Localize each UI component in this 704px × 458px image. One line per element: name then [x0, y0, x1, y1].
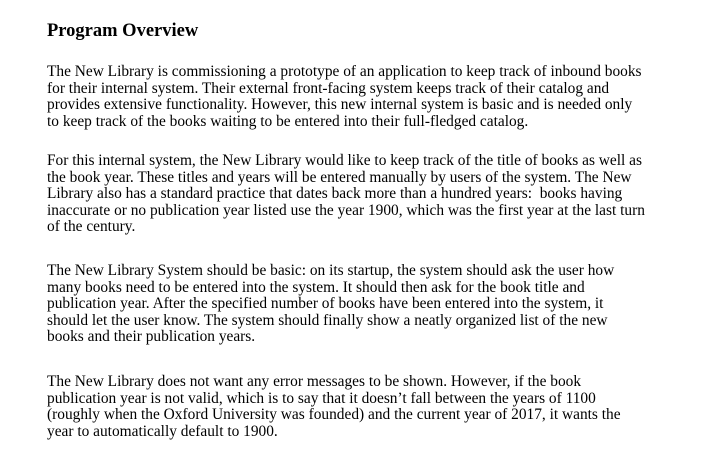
text-line: publication year is not valid, which is to say that it doesn’t fall between the years of 1100: [47, 389, 596, 407]
text-line: books and their publication years.: [47, 328, 256, 346]
paragraph-system-behavior: [47, 263, 614, 346]
text-line: The New Library is commissioning a prototype of an application to keep track of inbound books: [47, 63, 642, 80]
text-line: publication year. After the specified number of books have been entered into the system, it: [47, 295, 604, 313]
text-line: provides extensive functionality. However, this new internal system is basic and is needed only: [47, 96, 633, 114]
text-line: to keep track of the books waiting to be entered into their full-fledged catalog.: [47, 112, 529, 130]
page-title: Program Overview: [47, 21, 199, 41]
paragraph-validation: [47, 374, 621, 440]
text-line: year to automatically default to 1900.: [47, 422, 278, 440]
text-line: for their internal system. Their external front-facing system keeps track of their catalog and: [47, 79, 610, 97]
paragraph-intro: [47, 64, 642, 130]
text-line: (roughly when the Oxford University was founded) and the current year of 2017, it wants the: [47, 406, 621, 424]
text-line: should let the user know. The system should finally show a neatly organized list of the new: [47, 311, 608, 329]
text-line: inaccurate or no publication year listed use the year 1900, which was the first year at the last turn: [47, 201, 645, 219]
paragraph-internal-system: [47, 153, 645, 236]
text-line: The New Library System should be basic: on its startup, the system should ask the user how: [47, 262, 615, 279]
text-line: For this internal system, the New Library would like to keep track of the title of books as well as: [47, 152, 642, 169]
text-line: many books need to be entered into the system. It should then ask for the book title and: [47, 278, 585, 296]
text-line: of the century.: [47, 218, 136, 236]
text-line: Library also has a standard practice that dates back more than a hundred years: books having: [47, 185, 623, 203]
text-line: the book year. These titles and years will be entered manually by users of the system. The New: [47, 168, 632, 186]
text-line: The New Library does not want any error messages to be shown. However, if the book: [47, 373, 582, 390]
